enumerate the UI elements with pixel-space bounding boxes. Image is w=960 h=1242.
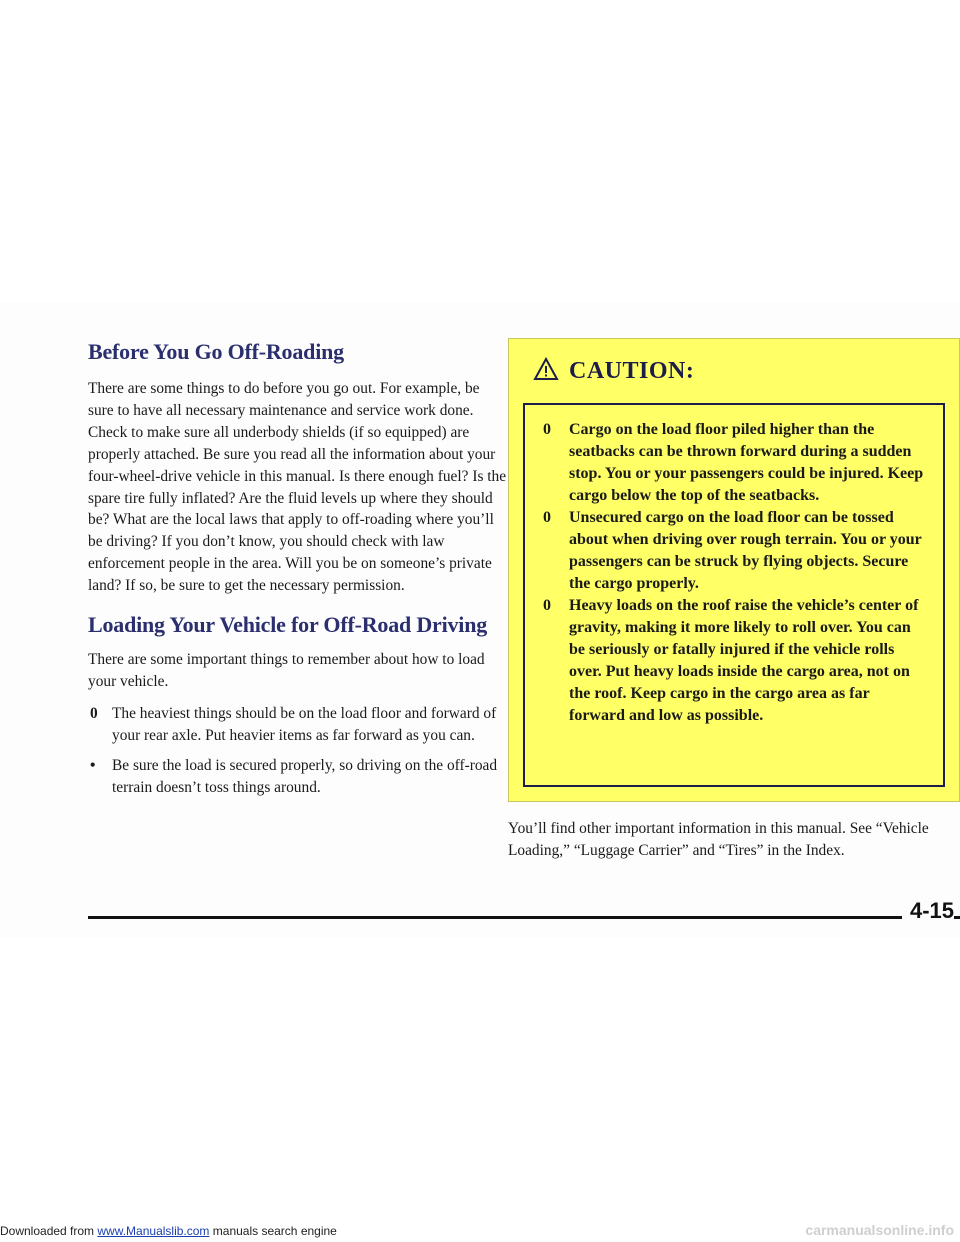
list-item: [539, 507, 927, 595]
heading-loading-vehicle: Loading Your Vehicle for Off-Road Driving: [88, 612, 488, 638]
bullet-icon: 0: [543, 421, 551, 438]
caution-box: [508, 338, 960, 802]
manualslib-link[interactable]: www.Manualslib.com: [97, 1224, 210, 1238]
watermark-text: carmanualsonline.info: [805, 1222, 954, 1238]
footer-suffix: manuals search engine: [209, 1224, 337, 1238]
footer-prefix: Downloaded from: [0, 1224, 98, 1238]
left-column: [88, 338, 508, 807]
list-item-text: Be sure the load is secured properly, so driving on the off-road terrain doesn’t toss things around.: [112, 756, 498, 796]
caution-header: [509, 339, 959, 403]
list-item-text: Heavy loads on the roof raise the vehicle’s center of gravity, making it more likely to roll over. You can be seriously or fatally injured if the vehicle rolls over. Put heavy loads inside the cargo area, not on the roof. Keep cargo in the cargo area as far forward and low as possible.: [569, 597, 919, 724]
list-item: [88, 755, 508, 799]
list-item-text: Unsecured cargo on the load floor can be tossed about when driving over rough terrain. You or your passengers can be struck by flying objects. Secure the cargo properly.: [569, 509, 922, 592]
footer-rule: [88, 916, 960, 919]
list-item-text: Cargo on the load floor piled higher than the seatbacks can be thrown forward during a sudden stop. You or your passengers could be injured. Keep cargo below the top of the seatbacks.: [569, 421, 924, 504]
list-item-text: The heaviest things should be on the load floor and forward of your rear axle. Put heavier items as far forward as you can.: [112, 704, 497, 744]
paragraph-other-information: You’ll find other important information in this manual. See “Vehicle Loading,” “Luggage Carrier” and “Tires” in the Index.: [508, 820, 929, 859]
list-item: [539, 419, 927, 507]
caution-title: CAUTION:: [569, 357, 695, 384]
caution-bullet-list: [539, 419, 927, 727]
bullet-icon: 0: [90, 704, 98, 722]
warning-triangle-icon: [533, 357, 559, 386]
paragraph-loading-intro: There are some important things to remember about how to load your vehicle.: [88, 651, 485, 690]
loading-bullet-list: [88, 703, 508, 799]
heading-before-off-roading: Before You Go Off-Roading: [88, 339, 344, 364]
bullet-icon: 0: [543, 597, 551, 614]
list-item: [88, 703, 508, 747]
page-number: 4-15: [902, 898, 954, 924]
paragraph-before-off-roading: There are some things to do before you go out. For example, be sure to have all necessary maintenance and service work done. Check to make sure all underbody shields (if so equipped) are properly attached. Be sure you read all the information about your four-wheel-drive vehicle in this manual. Is there enough fuel? Is the spare tire fully inflated? Are the fluid levels up where they should be? What are the local laws that apply to off-roading where you’ll be driving? If you don’t know, you should check with law enforcement people in the area. Will you be on someone’s private land? If so, be sure to get the necessary permission.: [88, 380, 507, 595]
list-item: [539, 595, 927, 727]
caution-content: [523, 403, 945, 787]
bullet-icon: •: [90, 756, 96, 774]
bullet-icon: 0: [543, 509, 551, 526]
download-footer: [0, 1224, 337, 1238]
